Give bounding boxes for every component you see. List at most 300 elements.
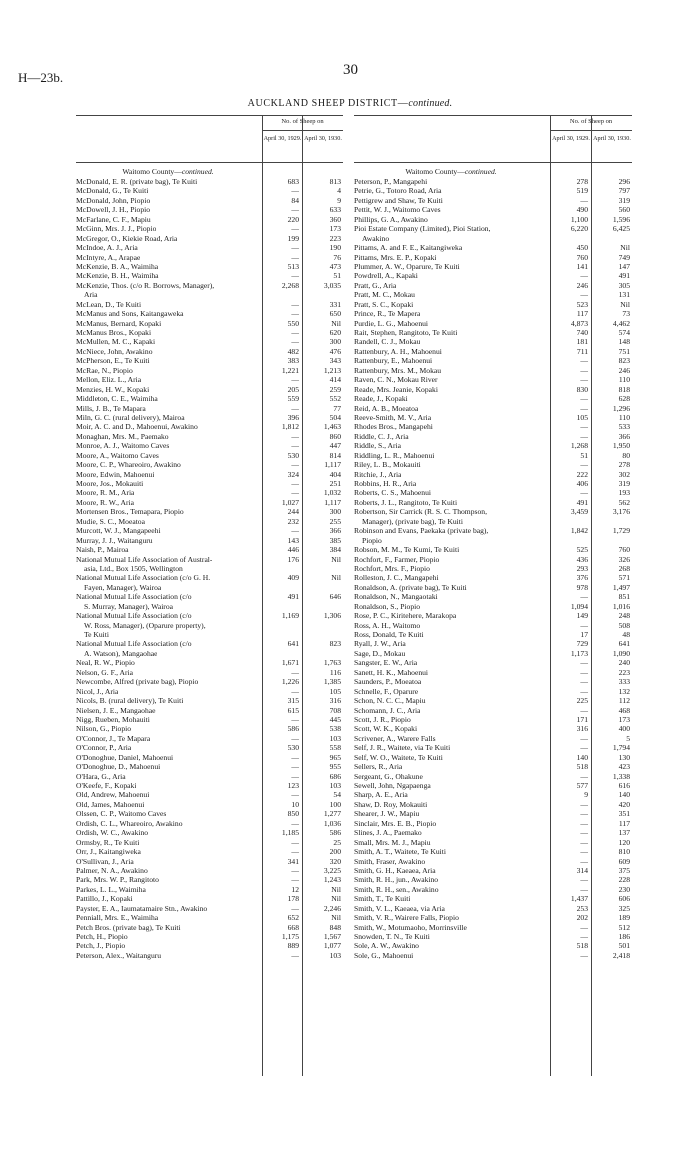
owner-name: Shaw, D. Roy, Mokauiti (354, 799, 428, 809)
owner-name: Moore, R. W., Aria (76, 497, 135, 507)
sheep-count-1930: 230 (618, 884, 630, 894)
sheep-count-1929: 123 (287, 781, 299, 790)
sheep-count-1929: — (291, 950, 299, 960)
sheep-count-1929: 1,268 (570, 441, 588, 451)
owner-name: Petrie, G., Totoro Road, Aria (354, 186, 442, 196)
sheep-count-1930: 797 (618, 186, 630, 196)
sheep-count-1929: — (291, 328, 299, 337)
owner-name: Robinson and Evans, Paekaka (private bag), (354, 526, 489, 536)
owner-name: McManus, Bernard, Kopaki (76, 318, 162, 328)
owner-name: Self, W. O., Waitete, Te Kuiti (354, 752, 443, 762)
sheep-count-1929: 222 (576, 469, 588, 479)
sheep-count-1929: — (291, 479, 299, 488)
owner-name: Pittams, Mrs. E. P., Kopaki (354, 252, 437, 262)
sheep-count-1930: 1,596 (612, 214, 630, 224)
owner-name: W. Ross, Manager), (Oparure property), (84, 620, 206, 630)
sheep-count-1930: 268 (618, 563, 630, 573)
sheep-count-1929: 176 (287, 554, 299, 564)
sheep-count-1929: — (291, 762, 299, 772)
sheep-count-1930: 851 (618, 592, 630, 602)
sheep-count-1930: 110 (618, 375, 630, 385)
sheep-count-1930: 300 (329, 337, 341, 347)
sheep-count-1929: 577 (576, 781, 588, 790)
owner-name: Smith, R. H., sen., Awakino (354, 884, 439, 894)
sheep-count-1929: 491 (576, 497, 588, 507)
owner-name: Smith, V. L., Kaeaea, via Aria (354, 903, 445, 913)
owner-name: Sanett, H. K., Mahoenui (354, 667, 429, 677)
sheep-count-1930: 320 (329, 856, 341, 866)
sheep-count-1929: — (291, 252, 299, 262)
sheep-count-1930: 331 (329, 299, 341, 309)
sheep-count-1930: Nil (331, 554, 341, 564)
sheep-count-1930: 385 (329, 535, 341, 545)
sheep-count-1930: 1,385 (323, 677, 341, 687)
owner-name: Moore, Edwin, Mahoenui (76, 469, 155, 479)
owner-name: Te Kuiti (84, 630, 109, 639)
owner-name: Rhodes Bros., Mangapehi (354, 422, 433, 432)
page-number: 30 (343, 62, 358, 78)
sheep-count-1929: — (580, 677, 588, 687)
sheep-count-1930: 173 (618, 714, 630, 724)
sheep-count-1929: 383 (287, 356, 299, 366)
owner-name: Ritchie, J., Aria (354, 469, 402, 479)
sheep-count-1930: 148 (618, 337, 630, 347)
sheep-count-1929: 1,175 (281, 932, 299, 941)
sheep-count-1930: 538 (329, 724, 341, 734)
sheep-count-1930: 1,117 (324, 460, 341, 470)
sheep-count-1929: 51 (580, 450, 588, 460)
sheep-count-1930: 504 (329, 412, 341, 422)
sheep-count-1930: 3,035 (323, 280, 341, 290)
page-title-continued: continued. (408, 98, 453, 109)
sheep-count-1929: 668 (287, 922, 299, 932)
sheep-count-1930: 562 (618, 497, 630, 507)
owner-name: Phillips, G. A., Awakino (354, 214, 428, 224)
sheep-count-1929: — (291, 205, 299, 215)
sheep-count-1929: 117 (576, 309, 588, 319)
owner-name: Robertson, Sir Carrick (R. S. C. Thompson, (354, 507, 487, 517)
owner-name: Reade, Mrs. Jeanie, Kopaki (354, 384, 438, 394)
owner-name: S. Murray, Manager), Wairoa (84, 601, 174, 611)
sheep-count-1930: 814 (329, 450, 341, 460)
sheep-count-1929: 550 (287, 318, 299, 328)
sheep-count-1930: 708 (329, 705, 341, 715)
sheep-count-1929: — (580, 743, 588, 753)
sheep-count-1929: 482 (287, 346, 299, 356)
owner-name: Smith, T., Te Kuiti (354, 894, 411, 904)
owner-name: Ross, A. H., Waitomo (354, 620, 421, 630)
sheep-count-1930: 73 (622, 309, 630, 319)
sheep-count-1930: 251 (329, 479, 341, 488)
sheep-count-1929: 324 (287, 469, 299, 479)
sheep-count-1929: 850 (287, 809, 299, 819)
sheep-count-1929: 396 (287, 412, 299, 422)
owner-name: O'Keefe, F., Kopaki (76, 781, 137, 790)
sheep-count-1929: 586 (287, 724, 299, 734)
sheep-count-1930: 140 (618, 790, 630, 800)
owner-name: Neal, R. W., Piopio (76, 658, 135, 668)
sheep-count-1929: — (291, 488, 299, 498)
owner-name: Reid, A. B., Moeatoa (354, 403, 419, 413)
owner-name: McDonald, G., Te Kuiti (76, 186, 149, 196)
sheep-count-1930: 137 (618, 828, 630, 838)
sheep-count-1930: 1,463 (323, 422, 341, 432)
sheep-count-1930: 620 (329, 328, 341, 337)
owner-name: Sewell, John, Ngapaenga (354, 781, 431, 790)
owner-name: Manager), (private bag), Te Kuiti (362, 516, 463, 526)
owner-name: Nielsen, J. E., Mangaohae (76, 705, 156, 715)
sheep-count-1930: 1,032 (323, 488, 341, 498)
sheep-count-1929: — (291, 752, 299, 762)
sheep-count-1929: 615 (287, 705, 299, 715)
sheep-count-1930: 616 (618, 781, 630, 790)
sheep-count-1929: 178 (287, 894, 299, 904)
owner-name: National Mutual Life Association (c/o (76, 592, 192, 602)
sheep-count-1930: 132 (618, 686, 630, 696)
sheep-count-1930: 468 (618, 705, 630, 715)
owner-name: McManus Bros., Kopaki (76, 328, 152, 337)
sheep-count-1929: 278 (576, 177, 588, 186)
owner-name: McKenzie, Thos. (c/o R. Borrows, Manager), (76, 280, 215, 290)
sheep-count-1930: 366 (618, 431, 630, 441)
sheep-count-1929: — (580, 818, 588, 828)
sheep-count-1930: 116 (329, 667, 341, 677)
sheep-count-1929: — (580, 403, 588, 413)
sheep-count-1929: — (291, 847, 299, 857)
owner-name: National Mutual Life Association (c/o (76, 611, 192, 621)
owner-name: Riley, L. B., Mokauiti (354, 460, 421, 470)
sheep-count-1929: — (580, 422, 588, 432)
owner-name: Pioi Estate Company (Limited), Pioi Station, (354, 224, 491, 234)
sheep-count-1930: 571 (618, 573, 630, 583)
sheep-count-1929: 978 (576, 582, 588, 592)
sheep-count-1929: 1,221 (281, 365, 299, 375)
sheep-count-1930: 1,090 (612, 648, 630, 658)
sheep-count-1929: 641 (287, 639, 299, 649)
sheep-count-1930: 447 (329, 441, 341, 451)
sheep-count-1929: 436 (576, 554, 588, 564)
sheep-count-1929: 246 (576, 280, 588, 290)
county-continued: continued. (464, 167, 497, 176)
sheep-count-1930: 1,277 (323, 809, 341, 819)
sheep-count-1930: 965 (329, 752, 341, 762)
sheep-count-1930: 255 (329, 516, 341, 526)
owner-name: Old, James, Mahoenui (76, 799, 145, 809)
owner-name: Petch, H., Piopio (76, 932, 128, 941)
sheep-count-1929: — (291, 186, 299, 196)
sheep-count-1930: 1,338 (612, 771, 630, 781)
sheep-count-1930: 360 (329, 214, 341, 224)
owner-name: Pattillo, J., Kopaki (76, 894, 133, 904)
owner-name: Smith, Fraser, Awakino (354, 856, 426, 866)
sheep-count-1929: — (580, 950, 588, 960)
sheep-count-1930: 560 (618, 205, 630, 215)
owner-name: Schomann, J. C., Aria (354, 705, 421, 715)
owner-name: Monroe, A. J., Waitomo Caves (76, 441, 170, 451)
page-title-main: AUCKLAND SHEEP DISTRICT— (247, 98, 409, 109)
sheep-count-1930: 1,729 (612, 526, 630, 536)
sheep-count-1929: 1,173 (570, 648, 588, 658)
owner-name: McDowell, J. H., Piopio (76, 205, 151, 215)
sheep-count-1929: 525 (576, 545, 588, 555)
owner-name: Ronaldson, N., Mangaotaki (354, 592, 438, 602)
owner-name: Moore, C. P., Whareoiro, Awakino (76, 460, 181, 470)
sheep-count-1929: 760 (576, 252, 588, 262)
sheep-count-1929: — (580, 394, 588, 404)
owner-name: Smith, V. R., Wairere Falls, Piopio (354, 913, 459, 923)
sheep-count-1930: 473 (329, 261, 341, 271)
owner-name: McManus and Sons, Kaitangaweka (76, 309, 184, 319)
owner-name: Peterson, P., Mangapehi (354, 177, 428, 186)
sheep-count-1930: 375 (618, 865, 630, 875)
sheep-count-1929: — (580, 375, 588, 385)
sheep-count-1929: 518 (576, 941, 588, 951)
owner-name: Ryall, J. W., Aria (354, 639, 406, 649)
sheep-count-1929: — (580, 932, 588, 941)
owner-name: McLean, D., Te Kuiti (76, 299, 142, 309)
sheep-count-1929: — (580, 460, 588, 470)
sheep-count-1930: Nil (620, 299, 630, 309)
sheep-count-1930: 325 (618, 903, 630, 913)
owner-name: Mellon, Eliz. L., Aria (76, 375, 142, 385)
owner-name: Sole, A. W., Awakino (354, 941, 419, 951)
sheep-count-1929: — (291, 431, 299, 441)
owner-name: Reade, J., Kopaki (354, 394, 408, 404)
sheep-count-1929: 1,226 (281, 677, 299, 687)
sheep-count-1929: — (291, 243, 299, 253)
sheep-count-1930: 296 (618, 177, 630, 186)
sheep-count-1929: 513 (287, 261, 299, 271)
sheep-count-1929: 376 (576, 573, 588, 583)
owner-name: National Mutual Life Association (c/o G. H. (76, 573, 211, 583)
sheep-count-1929: — (580, 290, 588, 300)
sheep-count-1930: 4,462 (612, 318, 630, 328)
sheep-count-1930: 240 (618, 658, 630, 668)
sheep-count-1929: 202 (576, 913, 588, 923)
owner-name: Purdie, L. G., Mahoenui (354, 318, 429, 328)
owner-name: Reeve-Smith, M. V., Aria (354, 412, 432, 422)
owner-name: Awakino (362, 233, 390, 243)
sheep-count-1930: Nil (331, 318, 341, 328)
sheep-count-1929: 1,094 (570, 601, 588, 611)
sheep-count-1929: 220 (287, 214, 299, 224)
owner-name: McGinn, Mrs. J. J., Piopio (76, 224, 157, 234)
sheep-count-1929: 1,185 (281, 828, 299, 838)
right-col-1929-header: April 30, 1929. (552, 135, 590, 142)
sheep-count-1929: — (580, 667, 588, 677)
sheep-count-1929: — (291, 865, 299, 875)
owner-name: Ormsby, R., Te Kuiti (76, 837, 140, 847)
sheep-count-1929: — (291, 375, 299, 385)
sheep-count-1929: — (291, 667, 299, 677)
sheep-count-1930: 3,225 (323, 865, 341, 875)
sheep-count-1929: 316 (576, 724, 588, 734)
owner-name: Nigg, Rueben, Mohauiti (76, 714, 150, 724)
sheep-count-1930: 343 (329, 356, 341, 366)
owner-name: Self, J. R., Waitete, via Te Kuiti (354, 743, 451, 753)
sheep-count-1930: 120 (618, 837, 630, 847)
owner-name: Robson, M. M., Te Kumi, Te Kuiti (354, 545, 460, 555)
owner-name: asia, Ltd., Box 1505, Wellington (84, 563, 183, 573)
sheep-count-1930: 110 (618, 412, 630, 422)
sheep-count-1930: 131 (618, 290, 630, 300)
owner-name: Scrivener, A., Warere Falls (354, 733, 436, 743)
sheep-count-1930: 200 (329, 847, 341, 857)
sheep-count-1929: 830 (576, 384, 588, 394)
sheep-count-1929: 293 (576, 563, 588, 573)
owner-name: Naish, P., Mairoa (76, 545, 129, 555)
owner-name: Roberts, J. L., Rangitoto, Te Kuiti (354, 497, 458, 507)
owner-name: McIndoe, A. J., Aria (76, 243, 138, 253)
sheep-count-1930: 955 (329, 762, 341, 772)
sheep-count-1930: 860 (329, 431, 341, 441)
left-col-1929-header: April 30, 1929. (263, 135, 302, 142)
left-table (76, 115, 343, 960)
sheep-count-1929: — (580, 771, 588, 781)
sheep-count-1929: 1,842 (570, 526, 588, 536)
sheep-count-1930: 351 (618, 809, 630, 819)
sheep-count-1930: 641 (618, 639, 630, 649)
owner-name: Aria (84, 290, 98, 300)
owner-name: McDonald, E. R. (private bag), Te Kuiti (76, 177, 198, 186)
sheep-count-1930: 686 (329, 771, 341, 781)
document-reference: H—23b. (18, 70, 64, 85)
sheep-count-1930: 508 (618, 620, 630, 630)
owner-name: McIntyre, A., Arapae (76, 252, 141, 262)
sheep-count-1930: 76 (333, 252, 341, 262)
right-table-header (354, 115, 632, 163)
owner-name: Schnelle, F., Oparure (354, 686, 419, 696)
sheep-count-1930: 316 (329, 696, 341, 706)
owner-name: National Mutual Life Association of Austral- (76, 554, 213, 564)
sheep-count-1929: 491 (287, 592, 299, 602)
sheep-count-1929: 314 (576, 865, 588, 875)
sheep-count-1930: 228 (618, 875, 630, 885)
sheep-count-1930: 810 (618, 847, 630, 857)
owner-name: Murcott, W. J., Mangapeehi (76, 526, 161, 536)
sheep-count-1929: 490 (576, 205, 588, 215)
owner-name: A. Watson), Mangaohae (84, 648, 158, 658)
right-table (354, 115, 632, 960)
owner-name: Piopio (362, 535, 382, 545)
owner-name: Miln, G. C. (rural delivery), Mairoa (76, 412, 185, 422)
sheep-count-1929: 12 (291, 884, 299, 894)
sheep-count-1930: 223 (329, 233, 341, 243)
sheep-count-1929: 225 (576, 696, 588, 706)
owner-name: Rait, Stephen, Rangitoto, Te Kuiti (354, 328, 458, 337)
owner-name: Penniall, Mrs. E., Waimiha (76, 913, 159, 923)
sheep-count-1929: — (291, 309, 299, 319)
owner-name: Small, Mrs. M. J., Mapiu (354, 837, 431, 847)
sheep-count-1929: — (291, 733, 299, 743)
owner-name: Powdrell, A., Kapaki (354, 271, 418, 281)
owner-name: McRae, N., Piopio (76, 365, 133, 375)
sheep-count-1930: Nil (331, 573, 341, 583)
sheep-count-1929: — (291, 337, 299, 347)
owner-name: Ordish, C. L., Whareoiro, Awakino (76, 818, 183, 828)
owner-name: Old, Andrew, Mahoenui (76, 790, 150, 800)
owner-name: Moore, Jos., Mokauiti (76, 479, 144, 488)
owner-name: Rattenbury, E., Mahoenui (354, 356, 433, 366)
owner-name: Ronaldson, A. (private bag), Te Kuiti (354, 582, 467, 592)
sheep-count-1930: 112 (618, 696, 630, 706)
owner-name: McGregor, O., Kiekie Road, Aria (76, 233, 178, 243)
owner-name: Nicols, B. (rural delivery), Te Kuiti (76, 696, 184, 706)
sheep-count-1929: 711 (576, 346, 588, 356)
sheep-count-1930: 384 (329, 545, 341, 555)
sheep-count-1930: 48 (622, 630, 630, 639)
sheep-count-1930: 259 (329, 384, 341, 394)
sheep-count-1930: 646 (329, 592, 341, 602)
sheep-count-1930: 1,763 (323, 658, 341, 668)
sheep-count-1929: 141 (576, 261, 588, 271)
sheep-count-1930: 366 (329, 526, 341, 536)
sheep-count-1929: 1,812 (281, 422, 299, 432)
owner-name: Moir, A. C. and D., Mahoenui, Awakino (76, 422, 198, 432)
sheep-count-1930: Nil (331, 913, 341, 923)
owner-name: Sellers, R., Aria (354, 762, 403, 772)
sheep-count-1930: 1,117 (324, 497, 341, 507)
sheep-count-1929: 205 (287, 384, 299, 394)
owner-name: Raven, C. N., Mokau River (354, 375, 438, 385)
sheep-count-1930: 633 (329, 205, 341, 215)
sheep-count-1930: 319 (618, 195, 630, 205)
owner-name: Middleton, C. E., Waimiha (76, 394, 158, 404)
right-sheep-header: No. of Sheep on (569, 118, 613, 125)
sheep-count-1929: 149 (576, 611, 588, 621)
sheep-count-1929: — (580, 271, 588, 281)
sheep-count-1930: 4 (337, 186, 341, 196)
owner-name: Nicol, J., Aria (76, 686, 119, 696)
sheep-count-1930: 2,246 (323, 903, 341, 913)
sheep-count-1929: — (580, 620, 588, 630)
sheep-count-1930: 749 (618, 252, 630, 262)
owner-name: O'Connor, P., Aria (76, 743, 132, 753)
sheep-count-1929: 450 (576, 243, 588, 253)
owner-name: Ronaldson, S., Piopio (354, 601, 421, 611)
owner-name: Petch Bros. (private bag), Te Kuiti (76, 922, 181, 932)
owner-name: O'Donoghue, D., Mahoenui (76, 762, 161, 772)
sheep-count-1930: 1,296 (612, 403, 630, 413)
sheep-count-1929: 253 (576, 903, 588, 913)
sheep-count-1929: 315 (287, 696, 299, 706)
owner-name: Newcombe, Alfred (private bag), Piopio (76, 677, 199, 687)
sheep-count-1929: — (291, 903, 299, 913)
sheep-count-1930: 586 (329, 828, 341, 838)
owner-name: Roberts, C. S., Mahoenui (354, 488, 431, 498)
sheep-count-1929: — (291, 299, 299, 309)
sheep-count-1929: — (291, 818, 299, 828)
sheep-count-1929: — (580, 365, 588, 375)
sheep-count-1929: 1,169 (281, 611, 299, 621)
owner-name: Moore, A., Waitomo Caves (76, 450, 159, 460)
sheep-count-1930: 25 (333, 837, 341, 847)
owner-name: Rochfort, Mrs. F., Piopio (354, 563, 430, 573)
sheep-count-1930: 1,243 (323, 875, 341, 885)
sheep-count-1929: 171 (576, 714, 588, 724)
sheep-count-1929: — (580, 922, 588, 932)
owner-name: Sangster, E. W., Aria (354, 658, 418, 668)
owner-name: Riddle, S., Aria (354, 441, 402, 451)
owner-name: Pittams, A. and F. E., Kaitangiweka (354, 243, 463, 253)
sheep-count-1930: 628 (618, 394, 630, 404)
sheep-count-1929: — (580, 809, 588, 819)
sheep-count-1929: 84 (291, 195, 299, 205)
owner-name: Smith, A. T., Waitete, Te Kuiti (354, 847, 446, 857)
sheep-count-1930: 512 (618, 922, 630, 932)
owner-name: McNiece, John, Awakino (76, 346, 153, 356)
sheep-count-1929: — (291, 224, 299, 234)
